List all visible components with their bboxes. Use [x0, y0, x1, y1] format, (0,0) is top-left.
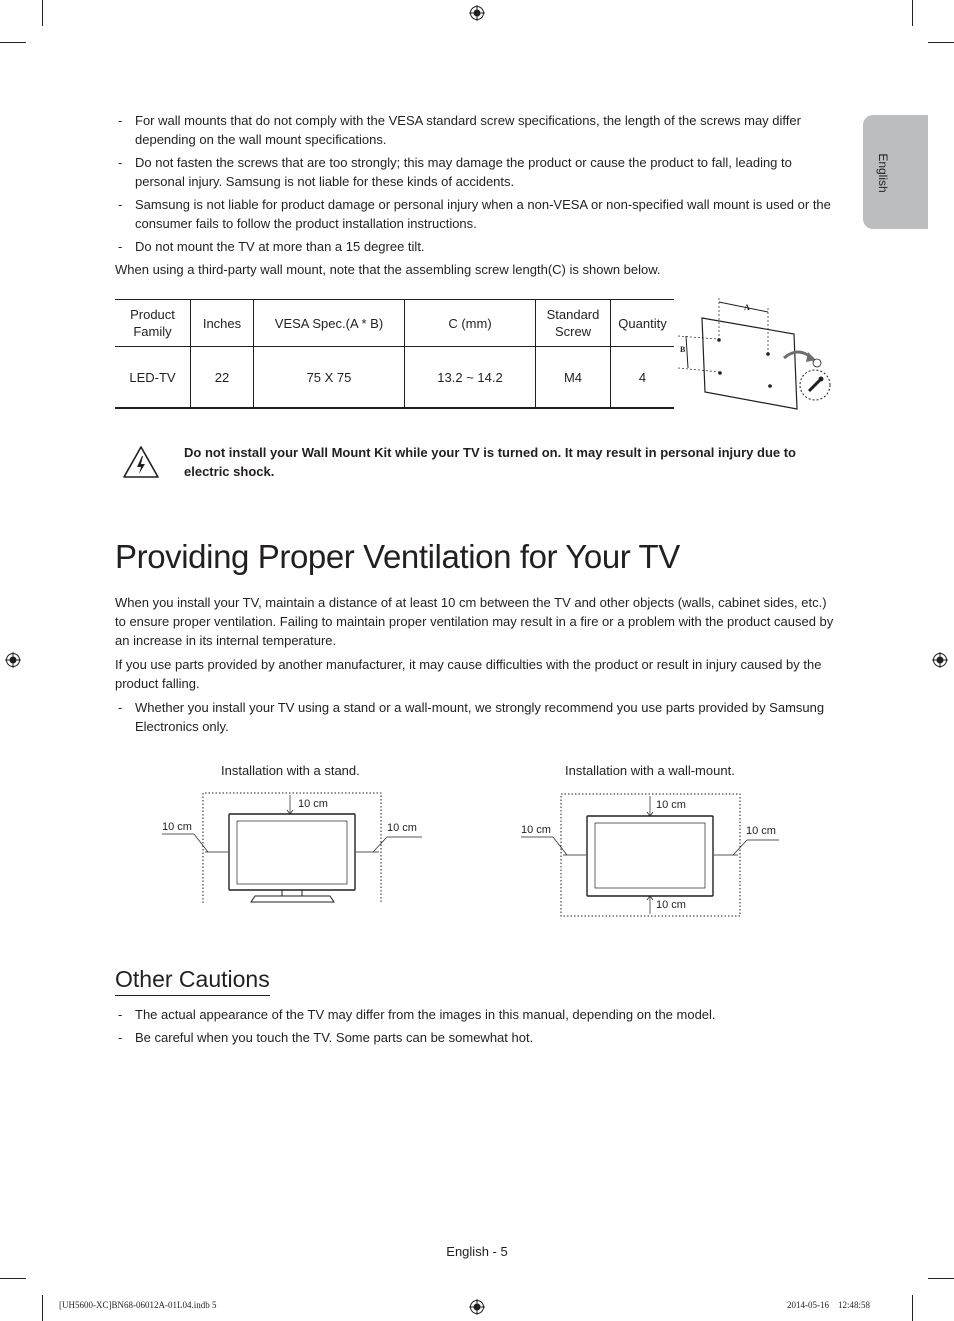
table-cell: M4: [536, 347, 611, 409]
clearance-right-label: 10 cm: [746, 825, 776, 837]
list-item: - Be careful when you touch the TV. Some parts can be somewhat hot.: [118, 1030, 534, 1045]
header-vesa-spec: VESA Spec.(A * B): [254, 300, 405, 347]
list-item: - The actual appearance of the TV may differ from the images in this manual, depending on the model.: [118, 1007, 716, 1022]
registration-mark-icon: [5, 652, 21, 668]
clearance-left-label: 10 cm: [162, 821, 192, 833]
section-title-ventilation: Providing Proper Ventilation for Your TV: [115, 538, 680, 575]
crop-mark: [928, 1278, 954, 1279]
ventilation-body: [115, 593, 837, 740]
clearance-top-label: 10 cm: [656, 799, 686, 811]
list-item: - Do not mount the TV at more than a 15 degree tilt.: [118, 239, 425, 254]
clearance-right-label: 10 cm: [387, 822, 417, 834]
clearance-top-label: 10 cm: [298, 798, 328, 810]
language-side-tab: [863, 115, 928, 229]
registration-mark-icon: [469, 1299, 485, 1315]
list-item: - Do not fasten the screws that are too strongly; this may damage the product or cause the product to fall, leading to personal injury. Samsung is not liable for these kinds of accidents.: [118, 155, 792, 189]
header-c-mm: C (mm): [405, 300, 536, 347]
clearance-left-label: 10 cm: [521, 824, 551, 836]
warning-text: Do not install your Wall Mount Kit while your TV is turned on. It may result in personal injury due to electric shock.: [184, 445, 797, 479]
wall-mount-notes: [115, 111, 835, 284]
list-item: - Samsung is not liable for product damage or personal injury when a non-VESA or non-specified wall mount is used or the consumer fails to follow the product installation instructions.: [118, 197, 831, 231]
header-quantity: Quantity: [611, 300, 675, 347]
clearance-bottom-label: 10 cm: [656, 899, 686, 911]
table-cell: LED-TV: [115, 347, 191, 409]
wall-mount-screw-illustration: [676, 296, 836, 411]
crop-mark: [42, 1295, 43, 1321]
dimension-a-label: A: [744, 303, 750, 312]
page-number: English - 5: [446, 1244, 508, 1259]
list-item: - Whether you install your TV using a stand or a wall-mount, we strongly recommend you use parts provided by Samsung Electronics only.: [118, 700, 825, 734]
table-cell: 75 X 75: [254, 347, 405, 409]
header-product-family: Product Family: [115, 300, 191, 347]
stand-installation-diagram: [150, 785, 430, 910]
paragraph: If you use parts provided by another manufacturer, it may cause difficulties with the product or result in injury caused by the product falling.: [115, 657, 822, 691]
paragraph: When you install your TV, maintain a distance of at least 10 cm between the TV and other objects (walls, cabinet sides, etc.) to ensure proper ventilation. Failing to maintain proper ventilation may result in a fire or a problem with the product caused by an increase in its internal temperature.: [115, 595, 834, 648]
wall-diagram-caption: Installation with a wall-mount.: [565, 763, 735, 778]
crop-mark: [928, 42, 954, 43]
registration-mark-icon: [932, 652, 948, 668]
header-standard-screw: Standard Screw: [536, 300, 611, 347]
wall-mount-spec-table: [115, 299, 674, 409]
electric-shock-warning-icon: [122, 444, 160, 480]
header-inches: Inches: [191, 300, 254, 347]
stand-diagram-caption: Installation with a stand.: [221, 763, 360, 778]
registration-mark-icon: [469, 5, 485, 21]
table-row: [115, 347, 674, 409]
wall-installation-diagram: [515, 785, 790, 920]
table-cell: 13.2 ~ 14.2: [405, 347, 536, 409]
other-cautions-list: [115, 1005, 835, 1051]
crop-mark: [912, 1295, 913, 1321]
screw-length-note: When using a third-party wall mount, note that the assembling screw length(C) is shown below.: [115, 262, 661, 277]
table-cell: 4: [611, 347, 675, 409]
table-cell: 22: [191, 347, 254, 409]
crop-mark: [0, 42, 26, 43]
table-header-row: [115, 300, 674, 347]
crop-mark: [0, 1278, 26, 1279]
crop-mark: [42, 0, 43, 26]
language-side-tab-label: English: [876, 153, 890, 193]
print-slug-left: [UH5600-XC]BN68-06012A-01L04.indb 5: [59, 1300, 217, 1310]
list-item: - For wall mounts that do not comply with the VESA standard screw specifications, the length of the screws may differ depending on the wall mount specifications.: [118, 113, 801, 147]
dimension-b-label: B: [680, 345, 686, 354]
section-title-other-cautions: Other Cautions: [115, 966, 270, 996]
print-slug-right: 2014-05-16 12:48:58: [787, 1300, 870, 1310]
crop-mark: [912, 0, 913, 26]
